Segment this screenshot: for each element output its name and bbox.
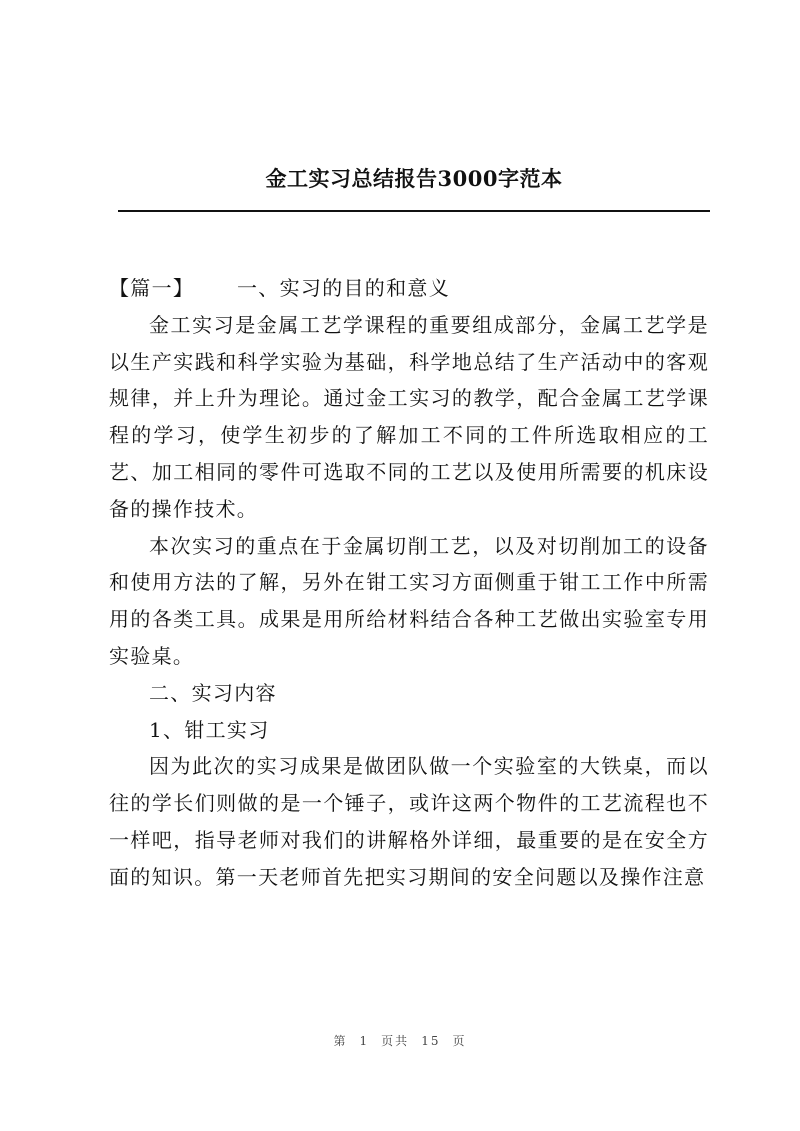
section-heading-2: 二、实习内容 [149,680,277,705]
paragraph-3: 因为此次的实习成果是做团队做一个实验室的大铁桌，而以往的学长们则做的是一个锤子，或许这两个物件的工艺流程也不一样吧，指导老师对我们的讲解格外详细，最重要的是在安全方面的知识。第一天老师首先把实习期间的安全问题以及操作注意 [109,754,709,889]
paragraph-1: 金工实习是金属工艺学课程的重要组成部分，金属工艺学是以生产实践和科学实验为基础，科学地总结了生产活动中的客观规律，并上升为理论。通过金工实习的教学，配合金属工艺学课程的学习，使学生初步的了解加工不同的工件所选取相应的工艺、加工相同的零件可选取不同的工艺以及使用所需要的机床设备的操作技术。 [109,312,709,521]
paragraph-2: 本次实习的重点在于金属切削工艺，以及对切削加工的设备和使用方法的了解，另外在钳工实习方面侧重于钳工工作中所需用的各类工具。成果是用所给材料结合各种工艺做出实验室专用实验桌。 [109,533,709,668]
section-heading-1: 一、实习的目的和意义 [237,276,450,300]
footer-total-pages: 15 [421,1034,441,1048]
page-footer [0,1032,800,1049]
document-title: 金工实习总结报告3000字范本 [265,166,563,191]
title-divider [118,210,710,212]
part-label: 【篇一】 [109,276,195,300]
footer-page-number: 1 [359,1034,370,1048]
section-heading-line [109,270,709,307]
footer-suffix: 页 [452,1034,467,1048]
footer-middle: 页共 [381,1034,410,1048]
document-body [109,270,709,896]
footer-prefix: 第 [333,1034,348,1048]
subsection-heading-1: 1、钳工实习 [149,717,270,742]
